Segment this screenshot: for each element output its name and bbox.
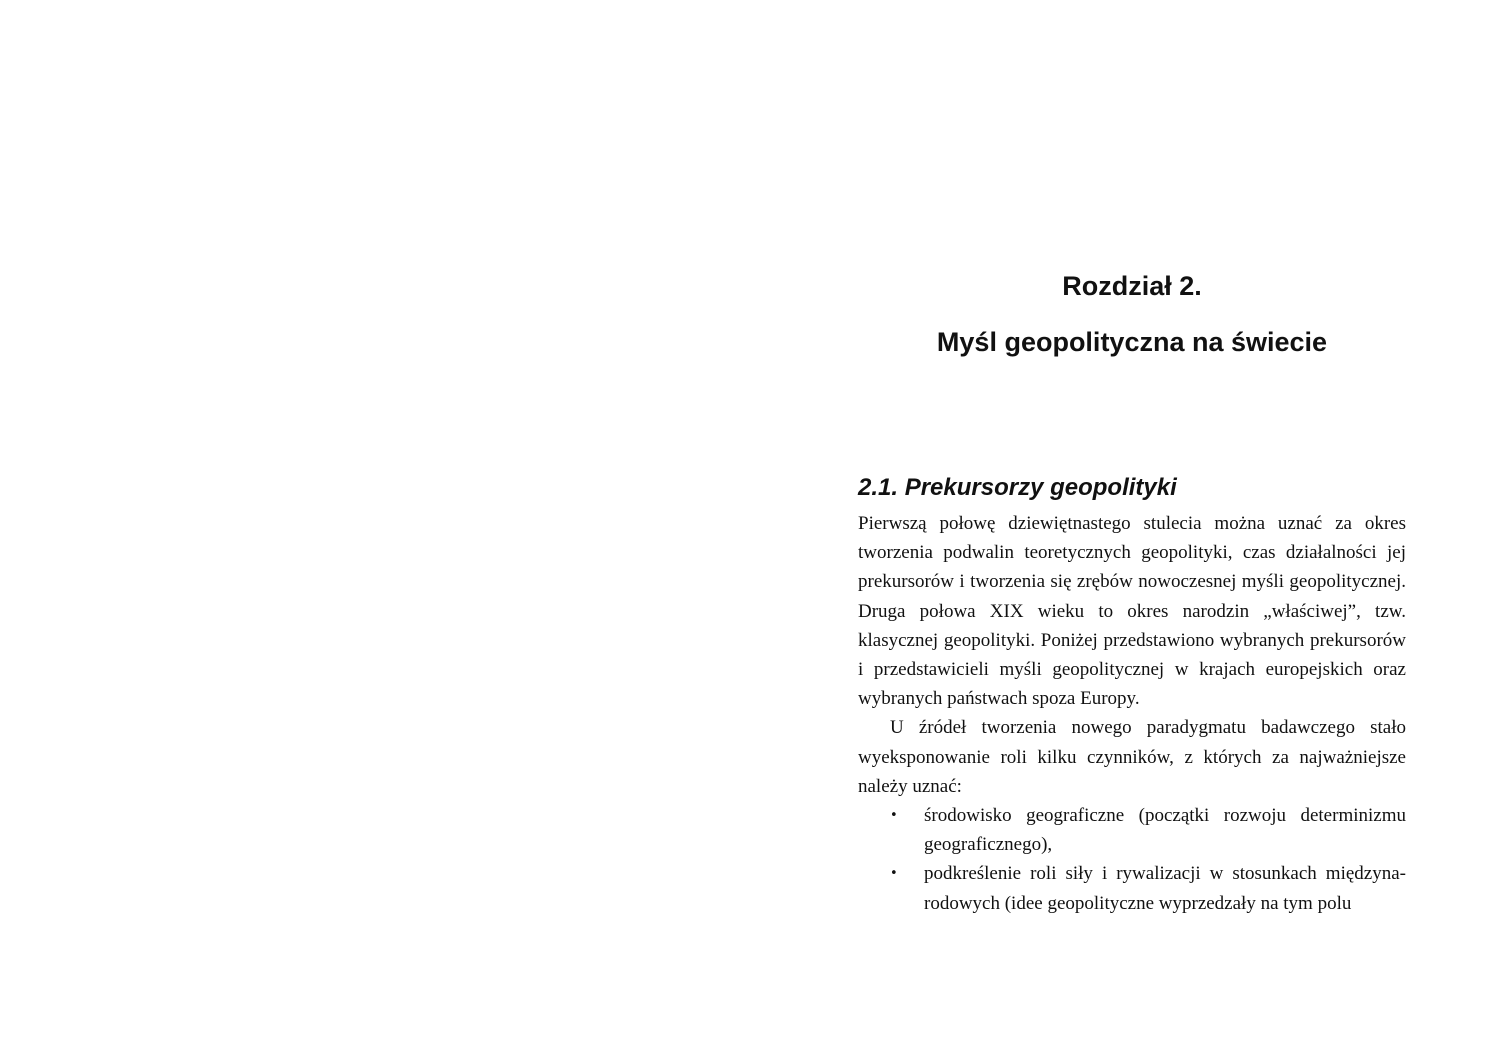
bullet-list [858, 801, 1406, 918]
bullet-icon: • [890, 808, 898, 824]
section-heading: 2.1. Prekursorzy geopolityki [858, 474, 1177, 501]
list-item-text: podkreślenie roli siły i rywalizacji w stosunkach międzynarodowych (idee geopolityczne wyprzedzały na tym polu [924, 863, 1406, 914]
chapter-title: Myśl geopolityczna na świecie [936, 327, 1328, 357]
list-item-text: środowisko geograficzne (początki rozwoju determinizmu geograficznego), [924, 805, 1406, 856]
right-page [858, 0, 1406, 1063]
paragraph-2: U źródeł tworzenia nowego paradygmatu badawczego stało wyeksponowanie roli kilku czynników, z których za najważniejsze należy uznać: [858, 717, 1406, 797]
list-item [858, 859, 1406, 917]
list-item [858, 801, 1406, 859]
bullet-icon: • [890, 866, 898, 882]
body-text [858, 509, 1406, 918]
chapter-label: Rozdział 2. [1062, 271, 1202, 301]
paragraph-1: Pierwszą połowę dziewiętnastego stulecia można uznać za okres tworzenia podwalin teoretycznych geopolityki, czas działalności jej prekursorów i tworzenia się zrębów nowoczesnej myśli geopolitycznej. Druga połowa XIX wieku to okres narodzin „właściwej”, tzw. klasycznej geopolityki. Poniżej przedstawiono wybranych prekursorów i przedstawicieli myśli geopolitycznej w krajach europejskich oraz wybranych państwach spoza Europy. [858, 513, 1406, 710]
